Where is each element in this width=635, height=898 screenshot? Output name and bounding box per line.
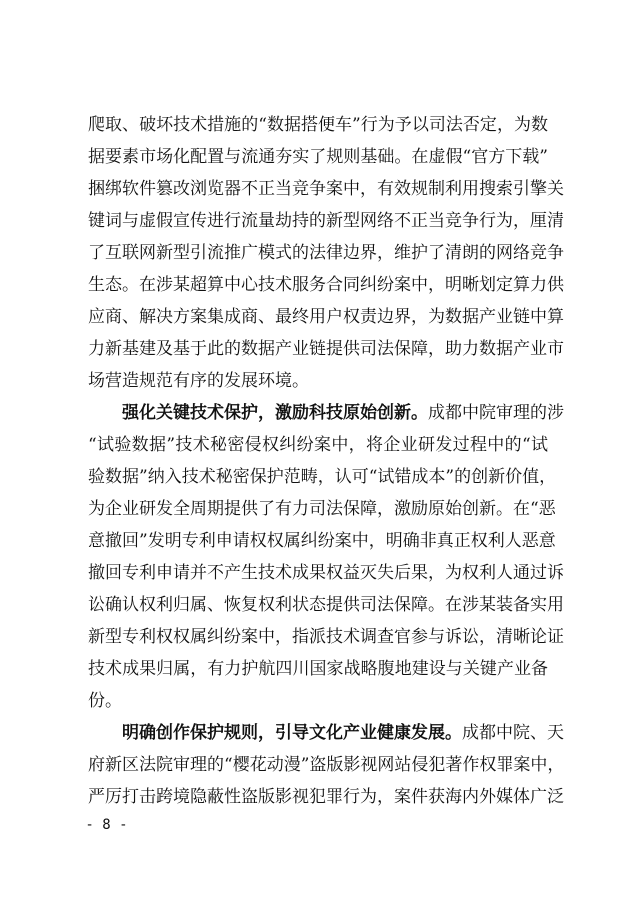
text-line: 场营造规范有序的发展环境。 bbox=[88, 371, 309, 391]
text-line: 键词与虚假宣传进行流量劫持的新型网络不正当竞争行为，厘清 bbox=[88, 211, 564, 231]
page-number: - 8 - bbox=[85, 817, 128, 833]
text-run: 成都中院审理的涉 bbox=[428, 403, 564, 423]
paragraph-lead-heading: 强化关键技术保护，激励科技原始创新。 bbox=[122, 403, 428, 423]
paragraph-creative-protection bbox=[88, 717, 565, 813]
text-line bbox=[88, 397, 564, 429]
text-line: 讼确认权利归属、恢复权利状态提供司法保障。在涉某装备实用 bbox=[88, 595, 564, 615]
text-line: 应商、解决方案集成商、最终用户权责边界，为数据产业链中算 bbox=[88, 307, 564, 327]
text-line: 爬取、破坏技术措施的“数据搭便车”行为予以司法否定，为数 bbox=[88, 115, 548, 135]
document-body bbox=[88, 109, 565, 813]
text-line: 意撤回”发明专利申请权权属纠纷案中，明确非真正权利人恶意 bbox=[88, 531, 556, 551]
paragraph-lead-heading: 明确创作保护规则，引导文化产业健康发展。 bbox=[122, 723, 462, 743]
text-line: 了互联网新型引流推广模式的法律边界，维护了清朗的网络竞争 bbox=[88, 243, 564, 263]
text-line: 验数据”纳入技术秘密保护范畴，认可“试错成本”的创新价值， bbox=[88, 467, 557, 487]
text-line: 份。 bbox=[88, 691, 122, 711]
text-line: 据要素市场化配置与流通夯实了规则基础。在虚假“官方下载” bbox=[88, 147, 548, 167]
text-line: 力新基建及基于此的数据产业链提供司法保障，助力数据产业市 bbox=[88, 339, 564, 359]
text-line bbox=[88, 717, 564, 749]
text-line: 严厉打击跨境隐蔽性盗版影视犯罪行为，案件获海内外媒体广泛 bbox=[88, 787, 564, 807]
text-run: 成都中院、天 bbox=[462, 723, 564, 743]
text-line: 技术成果归属，有力护航四川国家战略腹地建设与关键产业备 bbox=[88, 659, 548, 679]
text-line: 撤回专利申请并不产生技术成果权益灭失后果，为权利人通过诉 bbox=[88, 563, 564, 583]
text-line: 捆绑软件篡改浏览器不正当竞争案中，有效规制利用搜索引擎关 bbox=[88, 179, 564, 199]
text-line: 府新区法院审理的“樱花动漫”盗版影视网站侵犯著作权罪案中， bbox=[88, 755, 565, 775]
text-line: 生态。在涉某超算中心技术服务合同纠纷案中，明晰划定算力供 bbox=[88, 275, 564, 295]
text-line: “试验数据”技术秘密侵权纠纷案中，将企业研发过程中的“试 bbox=[88, 435, 548, 455]
text-line: 为企业研发全周期提供了有力司法保障，激励原始创新。在“恶 bbox=[88, 499, 556, 519]
paragraph-key-technology bbox=[88, 397, 564, 717]
paragraph-data-competition bbox=[88, 109, 564, 397]
text-line: 新型专利权权属纠纷案中，指派技术调查官参与诉讼，清晰论证 bbox=[88, 627, 564, 647]
